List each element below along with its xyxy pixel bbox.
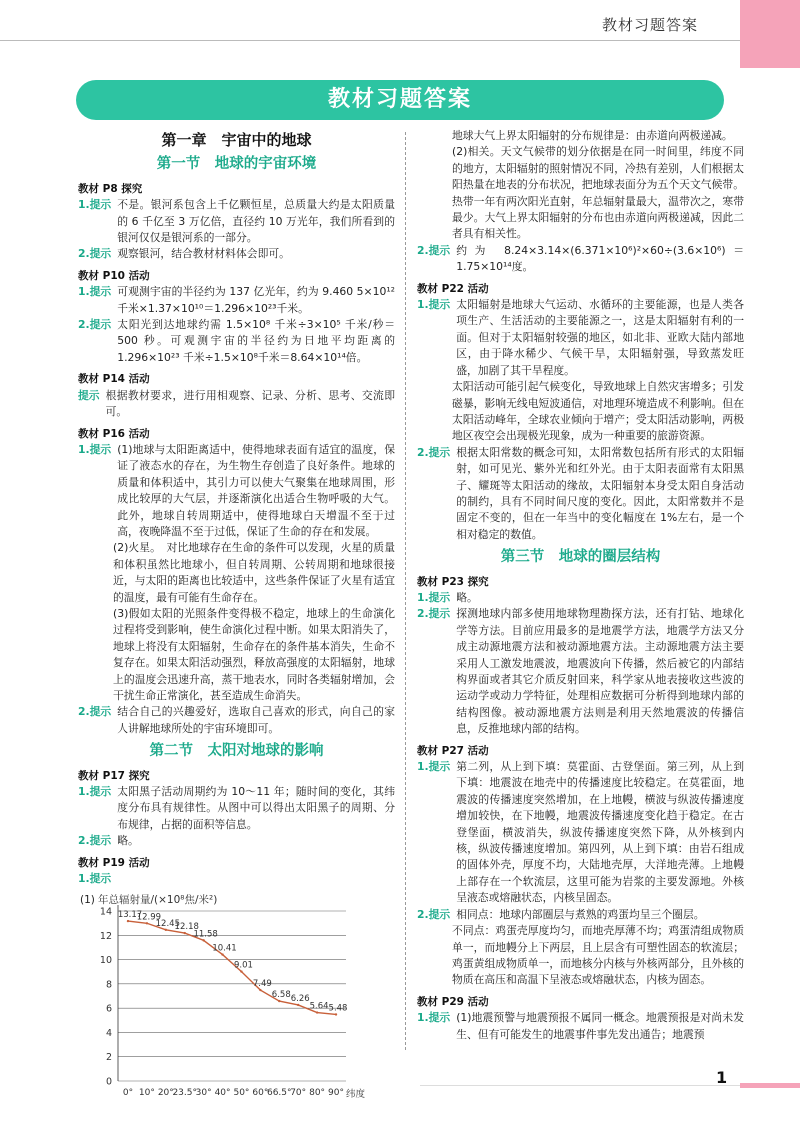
answer-paragraph: (2)火星。 对比地球存在生命的条件可以发现，火星的质量和体积虽然比地球小，但自转周期、公转周期和地球很接近，与太阳的距离也比较适中，这些条件保证了火星有适宜的温度，最有可能有生命存在。 (113, 541, 395, 604)
answer-item (78, 388, 395, 421)
answer-paragraph: 不同点：鸡蛋壳厚度均匀，而地壳厚薄不均；鸡蛋清组成物质单一，而地幔分上下两层，且上层含有可塑性固态的软流层；鸡蛋黄组成物质单一，而地核分内核与外核两部分，且外核的物质在高压和高温下呈液态或熔融状态，内核为固态。 (452, 924, 744, 987)
source-heading: 教材 P17 探究 (78, 769, 150, 782)
answer-item (417, 606, 744, 737)
footer-rule (420, 1085, 740, 1086)
page-banner: 教材习题答案 (76, 80, 724, 120)
data-point (165, 929, 167, 931)
answer-text: 太阳光到达地球约需 1.5×10⁸ 千米÷3×10⁵ 千米/秒＝500 秒。可观测宇宙的半径约为日地平均距离的 1.296×10²³ 千米÷1.5×10⁸千米＝8.64×10¹⁴倍。 (117, 318, 395, 364)
chart-container (78, 889, 395, 1114)
answer-text: 探测地球内部多使用地球物理勘探方法，还有打钻、地球化学等方法。目前应用最多的是地震学方法，地震学方法又分成主动源地震方法和被动源地震方法。主动源地震方法主要采用人工激发地震波，地震波向下传播，然后被它的内部结构界面或者其它介质反射回来，科学家从地表接收这些波的运动学或动力学特征，处理相应数据可分析得到地球内部的结构图像。被动源地震方法则是利用天然地震波的传播信息，反推地球内部的结构。 (456, 607, 744, 736)
answer-paragraph: 地球大气上界太阳辐射的分布规律是：由赤道向两极递减。 (452, 129, 733, 142)
answer-text: 太阳黑子活动周期约为 10～11 年；随时间的变化，其纬度分布具有规律性。从图中可以得出太阳黑子的周期、分布规律，占据的面积等信息。 (117, 785, 395, 831)
source-heading: 教材 P27 活动 (417, 744, 489, 757)
data-label: 6.26 (290, 994, 310, 1005)
answer-paragraph: (3)假如太阳的光照条件变得极不稳定，地球上的生命演化过程将受到影响，使生命演化过程中断。如果太阳消失了，地球上将没有太阳辐射，生命存在的条件基本消失，生命不复存在。如果太阳活动强烈，释放高强度的太阳辐射，地球上的温度会迅速升高，蒸干地表水，同时各类辐射增加，会干扰生命正常演化，甚至造成生命消失。 (113, 606, 395, 702)
answer-text: 约为 8.24×3.14×(6.371×10⁶)²×60÷(3.6×10⁶)＝1.75×10¹⁴度。 (456, 243, 744, 274)
header-tab (740, 0, 800, 68)
answer-item (78, 442, 395, 540)
chart-prefix: (1) (80, 894, 95, 907)
data-point (127, 920, 129, 922)
y-tick-label: 2 (105, 1052, 112, 1064)
y-tick-label: 14 (99, 906, 112, 918)
answer-item (78, 246, 395, 262)
answer-number: 2.提示 (417, 445, 451, 459)
y-tick-label: 8 (105, 979, 112, 991)
source-heading: 教材 P8 探究 (78, 182, 143, 195)
answer-number: 1.提示 (417, 590, 451, 604)
section-title: 第二节 太阳对地球的影响 (149, 743, 324, 760)
x-tick-label: 66.5° (266, 1088, 292, 1099)
column-divider (405, 132, 406, 1050)
source-heading: 教材 P29 活动 (417, 995, 489, 1008)
answer-number: 1.提示 (78, 442, 112, 456)
data-point (184, 932, 186, 934)
y-tick-label: 10 (99, 955, 112, 967)
answer-text: 可观测宇宙的半径约为 137 亿光年，约为 9.460 5×10¹² 千米×1.37×10¹⁰＝1.296×10²³千米。 (117, 285, 395, 315)
answer-text: (1)地震预警与地震预报不属同一概念。地震预报是对尚未发生、但有可能发生的地震事件事先发出通告；地震预 (456, 1011, 744, 1041)
answer-text: 不是。银河系包含上千亿颗恒星，总质量大约是太阳质量的 6 千亿至 3 万亿倍，直径约 10 万光年，我们所看到的银河仅仅是银河系的一部分。 (117, 198, 395, 245)
data-label: 5.48 (328, 1003, 348, 1014)
x-tick-label: 0° (122, 1088, 134, 1099)
radiation-chart (78, 889, 378, 1109)
answer-text: 太阳辐射是地球大气运动、水循环的主要能源，也是人类各项生产、生活活动的主要能源之一，这是太阳辐射有利的一面。但对于太阳辐射较强的地区，如北非、亚欧大陆内部地区，由于降水稀少、气候干旱，太阳辐射强，导致蒸发旺盛，加剧了其干旱程度。 (456, 298, 744, 377)
answer-number: 2.提示 (78, 834, 112, 848)
data-point (335, 1014, 337, 1016)
x-tick-label: 70° (290, 1088, 307, 1099)
answer-item (78, 704, 395, 737)
answer-text: 略。 (117, 834, 139, 848)
answer-item (78, 871, 395, 887)
x-tick-label: 23.5° (172, 1088, 198, 1099)
y-tick-label: 0 (105, 1076, 112, 1088)
chart-xlabel: 纬度 (346, 1089, 366, 1101)
answer-number: 2.提示 (78, 247, 112, 261)
answer-item (417, 759, 744, 907)
source-heading: 教材 P22 活动 (417, 282, 489, 295)
source-heading: 教材 P19 活动 (78, 856, 150, 869)
answer-text: 相同点：地球内部圈层与煮熟的鸡蛋均呈三个圈层。 (456, 907, 705, 921)
x-tick-label: 10° (138, 1088, 155, 1099)
data-label: 12.45 (155, 919, 180, 930)
answer-paragraph: 太阳活动可能引起气候变化，导致地球上自然灾害增多；引发磁暴，影响无线电短波通信，对地理环境造成不利影响。但在太阳活动峰年，全球农业倾向于增产；受太阳活动影响，两极地区夜空会出现极光现象，成为一种重要的旅游资源。 (452, 380, 744, 443)
x-tick-label: 30° (195, 1088, 212, 1099)
answer-item (417, 297, 744, 379)
data-label: 5.64 (309, 1001, 329, 1012)
x-tick-label: 40° (214, 1088, 231, 1099)
data-label: 12.18 (174, 922, 199, 933)
answer-item (78, 317, 395, 366)
chapter-title: 第一章 宇宙中的地球 (161, 131, 312, 149)
x-tick-label: 80° (309, 1088, 326, 1099)
data-point (259, 989, 261, 991)
x-tick-label: 50° (233, 1088, 250, 1099)
answer-number: 1.提示 (417, 760, 451, 774)
answer-text: 观察银河，结合教材材料体会即可。 (117, 247, 290, 261)
answer-item (78, 197, 395, 246)
section-title: 第三节 地球的圈层结构 (500, 549, 661, 566)
header-rule (0, 40, 800, 41)
chart-title: 年总辐射量/(×10⁸焦/米²) (98, 894, 218, 907)
x-tick-label: 90° (328, 1088, 344, 1099)
header-label: 教材习题答案 (602, 16, 699, 34)
answer-text: (1)地球与太阳距离适中，使得地球表面有适宜的温度，保证了液态水的存在，为生物生存创造了良好条件。地球的质量和体积适中，其引力可以使大气聚集在地球周围，形成比较厚的大气层，并逐渐演化出适合生物呼吸的大气。此外，地球自转周期适中，使得地球白天增温不至于过高，夜晚降温不至于过低，保证了生命的存在和发展。 (117, 442, 395, 538)
data-point (146, 923, 148, 925)
answer-number: 1.提示 (417, 298, 451, 312)
source-heading: 教材 P14 活动 (78, 373, 150, 386)
answer-number: 1.提示 (417, 1011, 451, 1025)
answer-item (417, 590, 744, 606)
answer-text: 根据太阳常数的概念可知，太阳常数包括所有形式的太阳辐射，如可见光、紫外光和红外光。由于太阳表面常有太阳黑子、耀斑等太阳活动的缘故，太阳辐射本身受太阳自身活动的制约，具有不同时间尺度的变化。因此，太阳常数并不是固定不变的，但在一年当中的变化幅度在 1%左右，是一个相对稳定的数值。 (456, 445, 744, 541)
data-point (297, 1004, 299, 1006)
y-tick-label: 6 (105, 1004, 112, 1016)
data-point (240, 971, 242, 973)
data-label: 6.58 (271, 990, 291, 1001)
answer-item (78, 784, 395, 833)
data-point (278, 1000, 280, 1002)
data-label: 13.17 (117, 910, 143, 921)
answer-item (78, 833, 395, 849)
answer-item (417, 445, 744, 543)
answer-paragraph: (2)相关。天文气候带的划分依据是在同一时间里，纬度不同的地方，太阳辐射的照射情况不同，冷热有差别，人们根据太阳热量在地表的分布状况，把地球表面分为五个天文气候带。热带一年有两次阳光直射，年总辐射量最大，温带次之，寒带最少。大气上界太阳辐射的分布也由赤道向两极递减，因此二者具有相关性。 (452, 145, 744, 241)
right-column (417, 128, 744, 1043)
answer-item (78, 284, 395, 317)
footer-accent (740, 1083, 800, 1088)
data-label: 9.01 (233, 961, 253, 972)
answer-item (417, 907, 744, 923)
x-tick-label: 60° (252, 1088, 269, 1099)
data-label: 12.99 (136, 912, 162, 923)
answer-text: 略。 (456, 590, 478, 604)
left-column (78, 128, 395, 1115)
source-heading: 教材 P10 活动 (78, 269, 150, 282)
data-point (316, 1012, 318, 1014)
data-label: 11.58 (193, 929, 218, 940)
y-tick-label: 4 (105, 1028, 112, 1040)
data-point (202, 940, 204, 942)
source-heading: 教材 P23 探究 (417, 575, 489, 588)
x-tick-label: 20° (157, 1088, 174, 1099)
source-heading: 教材 P16 活动 (78, 427, 150, 440)
answer-number: 1.提示 (78, 285, 112, 299)
answer-text: 第二列，从上到下填：莫霍面、古登堡面。第三列，从上到下填：地震波在地壳中的传播速度比较稳定。在莫霍面，地震波的传播速度突然增加，在上地幔，横波与纵波传播速度增加较快，在下地幔，地震波传播速度变化趋于稳定。在古登堡面，横波消失，纵波传播速度突然下降，从外核到内核，纵波传播速度增加。第四列，从上到下填：由岩石组成的固体外壳，厚度不均，大陆地壳厚，大洋地壳薄。上地幔上部存在一个软流层，这里可能为岩浆的主要发源地。外核呈液态或熔融状态，内核呈固态。 (456, 760, 744, 905)
data-label: 10.41 (212, 944, 237, 955)
answer-number: 1.提示 (78, 785, 112, 799)
data-label: 7.49 (252, 979, 272, 990)
answer-number: 2.提示 (417, 907, 451, 921)
answer-number: 1.提示 (78, 872, 112, 886)
answer-number: 2.提示 (78, 705, 112, 719)
data-point (221, 954, 223, 956)
answer-number: 提示 (78, 388, 100, 402)
answer-number: 2.提示 (417, 607, 451, 621)
answer-number: 1.提示 (78, 198, 112, 212)
answer-text: 结合自己的兴趣爱好，选取自己喜欢的形式，向自己的家人讲解地球所处的宇宙环境即可。 (117, 705, 395, 735)
y-tick-label: 12 (99, 931, 112, 943)
answer-number: 2.提示 (417, 243, 451, 257)
answer-text: 根据教材要求，进行用相观察、记录、分析、思考、交流即可。 (105, 388, 395, 419)
page-number: 1 (716, 1068, 728, 1087)
answer-item (417, 243, 744, 276)
answer-number: 2.提示 (78, 318, 112, 332)
answer-item (417, 1010, 744, 1043)
section-title: 第一节 地球的宇宙环境 (156, 156, 317, 173)
